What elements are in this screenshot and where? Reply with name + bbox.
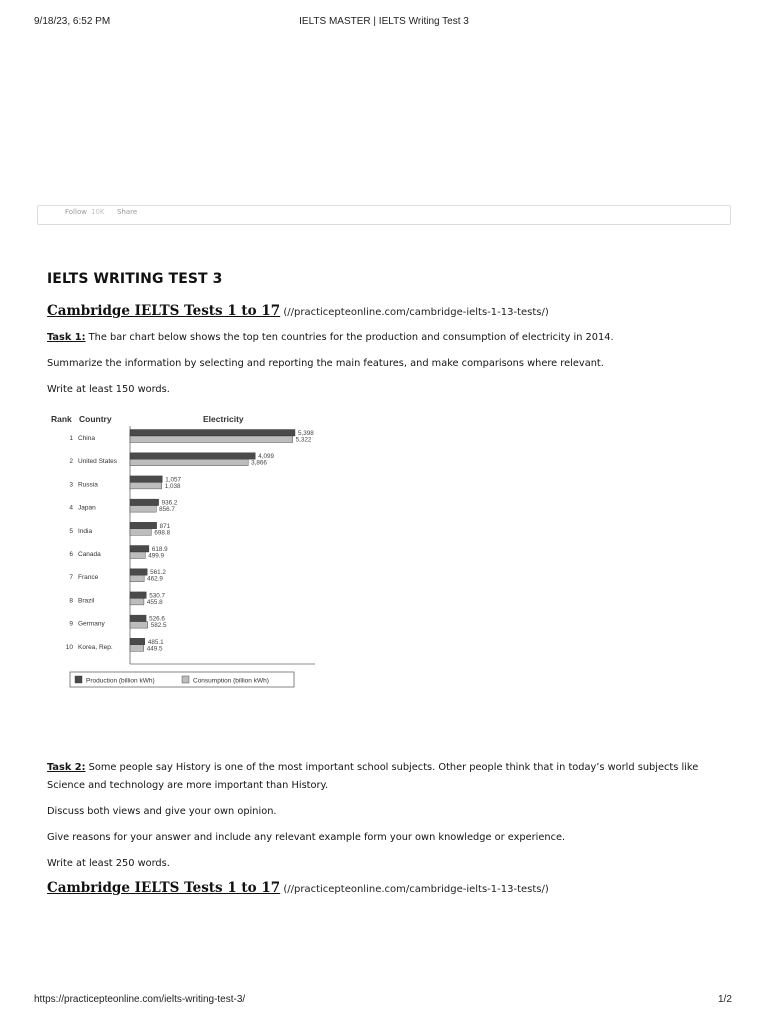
task2-label: Task 2: [47, 762, 86, 773]
rank-label: 4 [69, 504, 73, 512]
production-bar [130, 615, 146, 622]
consumption-value-label: 856.7 [159, 506, 175, 514]
consumption-bar [130, 459, 248, 466]
consumption-value-label: 1,038 [164, 482, 181, 490]
consumption-bar [130, 645, 144, 652]
task1-label: Task 1: [47, 332, 86, 343]
task1-text: The bar chart below shows the top ten countries for the production and consumption of electricity in 2014. [85, 332, 614, 343]
rank-label: 6 [69, 551, 73, 558]
category-label: Canada [78, 551, 101, 558]
cambridge-tests-url: (//practicepteonline.com/cambridge-ielts-1-13-tests/) [283, 307, 549, 318]
share-button[interactable]: Share [117, 208, 138, 216]
production-bar [130, 638, 145, 645]
production-value-label: 4,099 [258, 453, 275, 461]
production-bar [130, 453, 255, 460]
page-title: IELTS WRITING TEST 3 [47, 271, 223, 287]
country-header: Country [79, 414, 112, 424]
chart-title: Electricity [203, 414, 244, 424]
consumption-bar [130, 506, 156, 512]
consumption-bar [130, 575, 144, 582]
production-value-label: 871 [159, 522, 171, 530]
task1-instruction: Summarize the information by selecting and reporting the main features, and make comparisons where relevant. [47, 358, 604, 369]
social-share-bar [37, 205, 731, 225]
task2-word-count: Write at least 250 words. [47, 858, 170, 869]
category-label: India [78, 527, 93, 535]
legend-swatch-consumption [182, 676, 189, 683]
legend-label-consumption: Consumption (billion kWh) [193, 677, 269, 685]
production-bar [130, 546, 149, 553]
consumption-value-label: 582.5 [150, 622, 167, 630]
task2-reasons: Give reasons for your answer and include any relevant example form your own knowledge or experience. [47, 832, 566, 843]
task1-prompt [47, 329, 727, 347]
production-bar [130, 430, 295, 437]
consumption-bar [130, 436, 293, 443]
rank-label: 10 [65, 643, 73, 651]
rank-label: 8 [69, 597, 73, 605]
task2-text: Some people say History is one of the most important school subjects. Other people think that in today’s world subjects like Science and technology are more important than History. [47, 762, 699, 791]
consumption-value-label: 698.8 [154, 529, 171, 537]
follow-button[interactable]: Follow [65, 208, 87, 216]
consumption-bar [130, 529, 151, 536]
category-label: Germany [78, 620, 105, 628]
rank-label: 3 [69, 481, 73, 489]
production-value-label: 936.2 [161, 499, 178, 507]
rank-label: 7 [69, 574, 73, 582]
production-bar [130, 569, 147, 576]
production-value-label: 5,398 [298, 430, 314, 437]
consumption-value-label: 455.8 [146, 598, 163, 606]
consumption-bar [130, 482, 162, 489]
consumption-value-label: 5,322 [295, 436, 312, 444]
rank-label: 9 [69, 620, 73, 628]
rank-header: Rank [51, 414, 72, 424]
production-value-label: 618.9 [151, 546, 168, 553]
production-value-label: 1,057 [165, 476, 182, 484]
consumption-bar [130, 552, 145, 559]
consumption-bar [130, 598, 144, 605]
production-bar [130, 592, 146, 599]
legend-label-production: Production (billion kWh) [86, 677, 155, 685]
category-label: Russia [78, 481, 98, 489]
rank-label: 1 [69, 435, 73, 442]
cambridge-tests-link[interactable]: Cambridge IELTS Tests 1 to 17 [47, 880, 281, 896]
consumption-bar [130, 622, 148, 629]
task2-discuss: Discuss both views and give your own opinion. [47, 806, 277, 817]
production-bar [130, 522, 157, 529]
footer-page-number: 1/2 [718, 994, 732, 1005]
follow-count: 10K [91, 208, 105, 216]
category-label: China [78, 435, 95, 442]
footer-url: https://practicepteonline.com/ielts-writing-test-3/ [34, 994, 246, 1005]
consumption-value-label: 462.9 [147, 575, 163, 583]
category-label: Korea, Rep. [78, 643, 113, 651]
cambridge-tests-url: (//practicepteonline.com/cambridge-ielts-1-13-tests/) [283, 884, 549, 895]
category-label: Japan [78, 504, 96, 512]
print-page-title: IELTS MASTER | IELTS Writing Test 3 [299, 16, 469, 27]
rank-label: 5 [69, 527, 73, 535]
production-bar [130, 476, 162, 483]
legend-swatch-production [75, 676, 82, 683]
consumption-value-label: 449.5 [146, 645, 163, 653]
production-value-label: 526.6 [149, 615, 165, 623]
production-value-label: 485.1 [147, 638, 164, 646]
category-label: Brazil [78, 597, 95, 605]
category-label: United States [78, 458, 118, 466]
electricity-bar-chart [47, 408, 337, 690]
category-label: France [78, 574, 99, 582]
print-datetime: 9/18/23, 6:52 PM [34, 16, 111, 27]
cambridge-link-bottom [47, 880, 549, 896]
cambridge-tests-link[interactable]: Cambridge IELTS Tests 1 to 17 [47, 303, 281, 319]
production-value-label: 530.7 [149, 592, 165, 600]
task1-word-count: Write at least 150 words. [47, 384, 170, 395]
task2-prompt [47, 759, 727, 795]
production-bar [130, 499, 159, 506]
cambridge-link-top [47, 303, 549, 319]
production-value-label: 561.2 [150, 569, 166, 577]
consumption-value-label: 3,866 [251, 459, 267, 467]
rank-label: 2 [69, 458, 73, 466]
consumption-value-label: 499.9 [148, 552, 165, 560]
